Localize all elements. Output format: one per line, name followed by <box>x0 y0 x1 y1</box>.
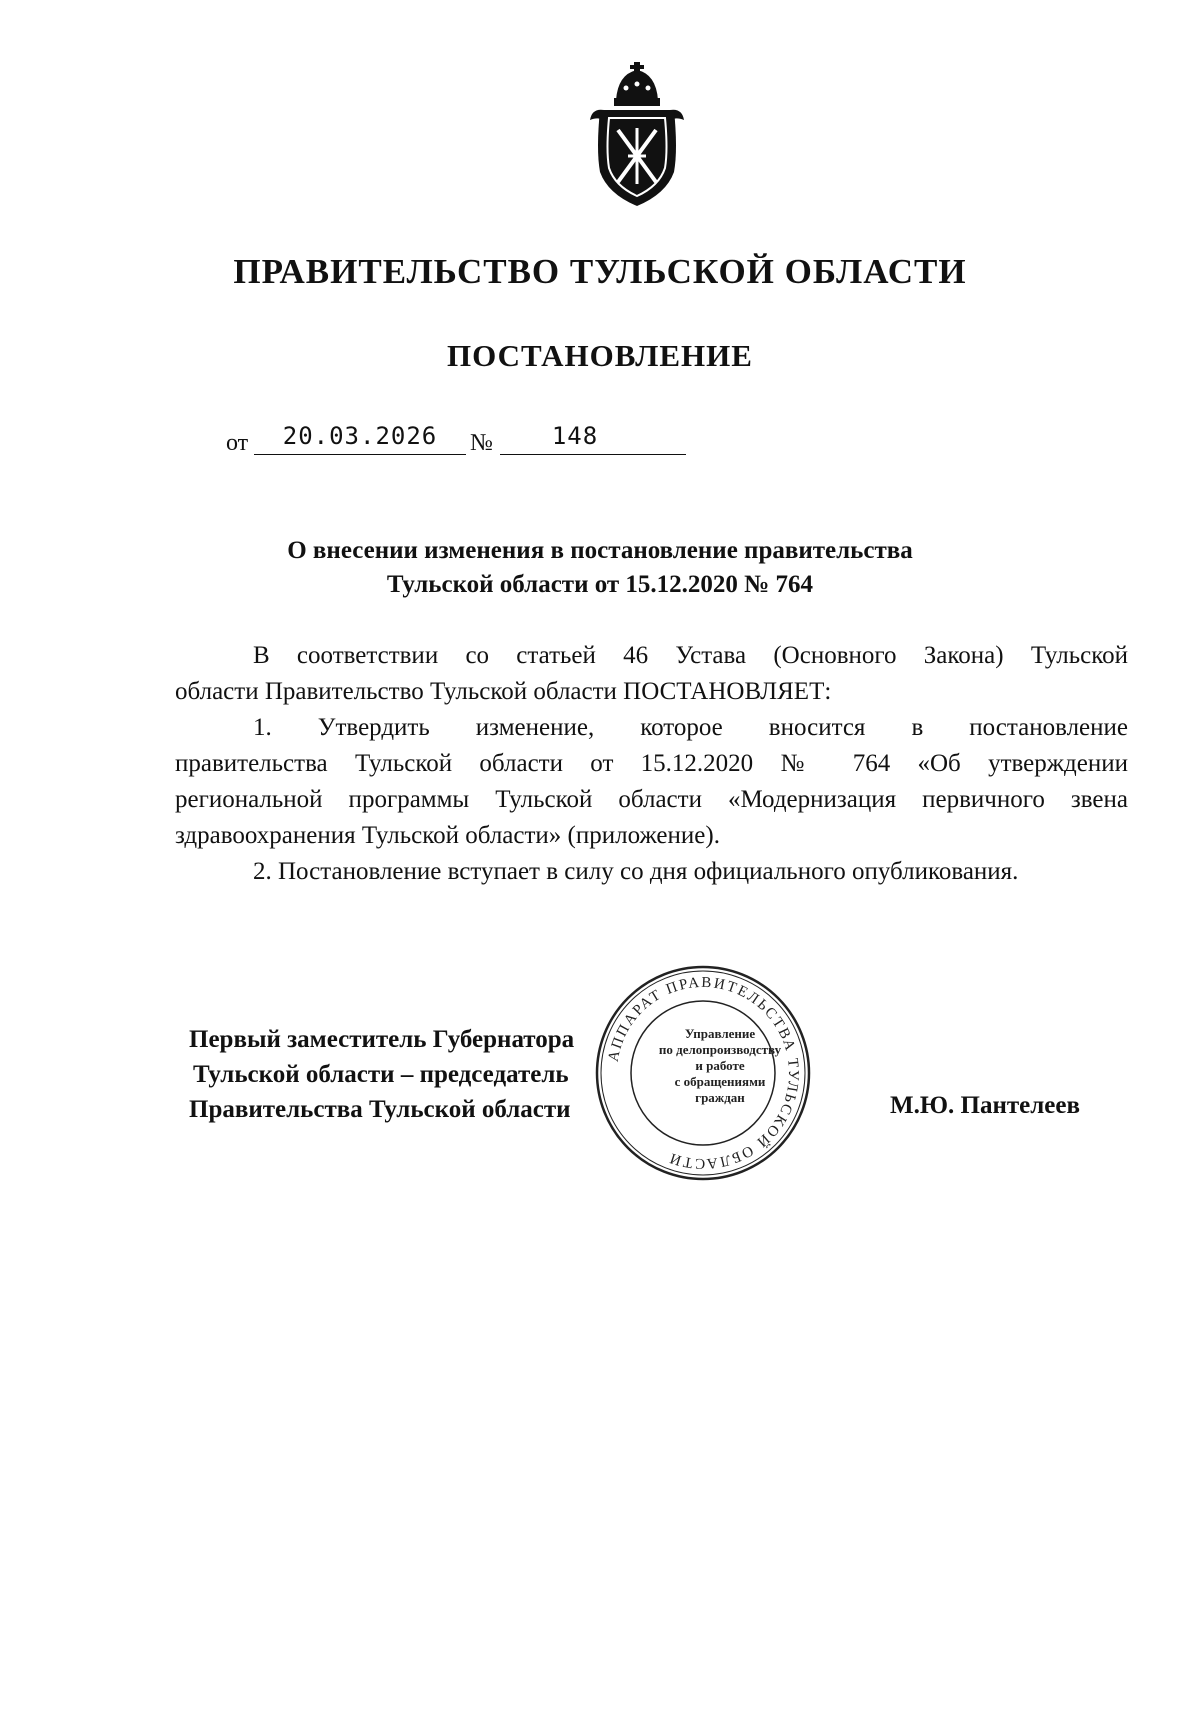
item-1-paragraph <box>175 710 1128 854</box>
seal-center-text <box>656 1026 784 1106</box>
item-1-line: региональной программы Тульской области «Модернизация первичного звена <box>175 786 1128 813</box>
subject-line: Тульской области от 15.12.2020 № 764 <box>386 571 814 598</box>
signatory-name: М.Ю. Пантелеев <box>890 1092 1080 1119</box>
subject-line: О внесении изменения в постановление правительства <box>287 537 913 564</box>
document-type: ПОСТАНОВЛЕНИЕ <box>447 338 753 373</box>
item-1-line: здравоохранения Тульской области» (приложение). <box>175 822 720 849</box>
item-1-line: 1. Утвердить изменение, которое вносится в постановление <box>253 714 1128 741</box>
position-line: Первый заместитель Губернатора <box>189 1026 575 1053</box>
item-2-paragraph <box>175 854 1128 890</box>
item-2-line: 2. Постановление вступает в силу со дня официального опубликования. <box>253 858 1019 885</box>
number-underline <box>500 454 686 455</box>
document-date: 20.03.2026 <box>282 422 438 450</box>
preamble-line: В соответствии со статьей 46 Устава (Основного Закона) Тульской <box>253 642 1128 669</box>
date-number-line <box>226 422 696 458</box>
government-title: ПРАВИТЕЛЬСТВО ТУЛЬСКОЙ ОБЛАСТИ <box>233 252 967 291</box>
seal-line: Управление <box>684 1026 756 1041</box>
seal-ring-text: АППАРАТ ПРАВИТЕЛЬСТВА ТУЛЬСКОЙ ОБЛАСТИ <box>605 974 802 1172</box>
document-subject <box>0 534 1200 602</box>
tula-coat-of-arms-icon <box>582 60 692 210</box>
document-number: 148 <box>551 422 599 450</box>
seal-line: и работе <box>695 1058 745 1073</box>
signatory-position <box>189 1022 574 1127</box>
date-underline <box>254 454 466 455</box>
seal-line: граждан <box>695 1090 745 1105</box>
position-line: Тульской области – председатель <box>193 1061 569 1088</box>
position-line: Правительства Тульской области <box>189 1096 571 1123</box>
date-label: от <box>226 430 249 456</box>
preamble-line: области Правительство Тульской области ПОСТАНОВЛЯЕТ: <box>175 678 832 705</box>
number-label: № <box>470 430 493 456</box>
item-1-line: правительства Тульской области от 15.12.2020 № 764 «Об утверждении <box>175 750 1128 777</box>
seal-line: с обращениями <box>674 1074 766 1089</box>
preamble-paragraph <box>175 638 1128 710</box>
seal-line: по делопроизводству <box>658 1042 782 1057</box>
